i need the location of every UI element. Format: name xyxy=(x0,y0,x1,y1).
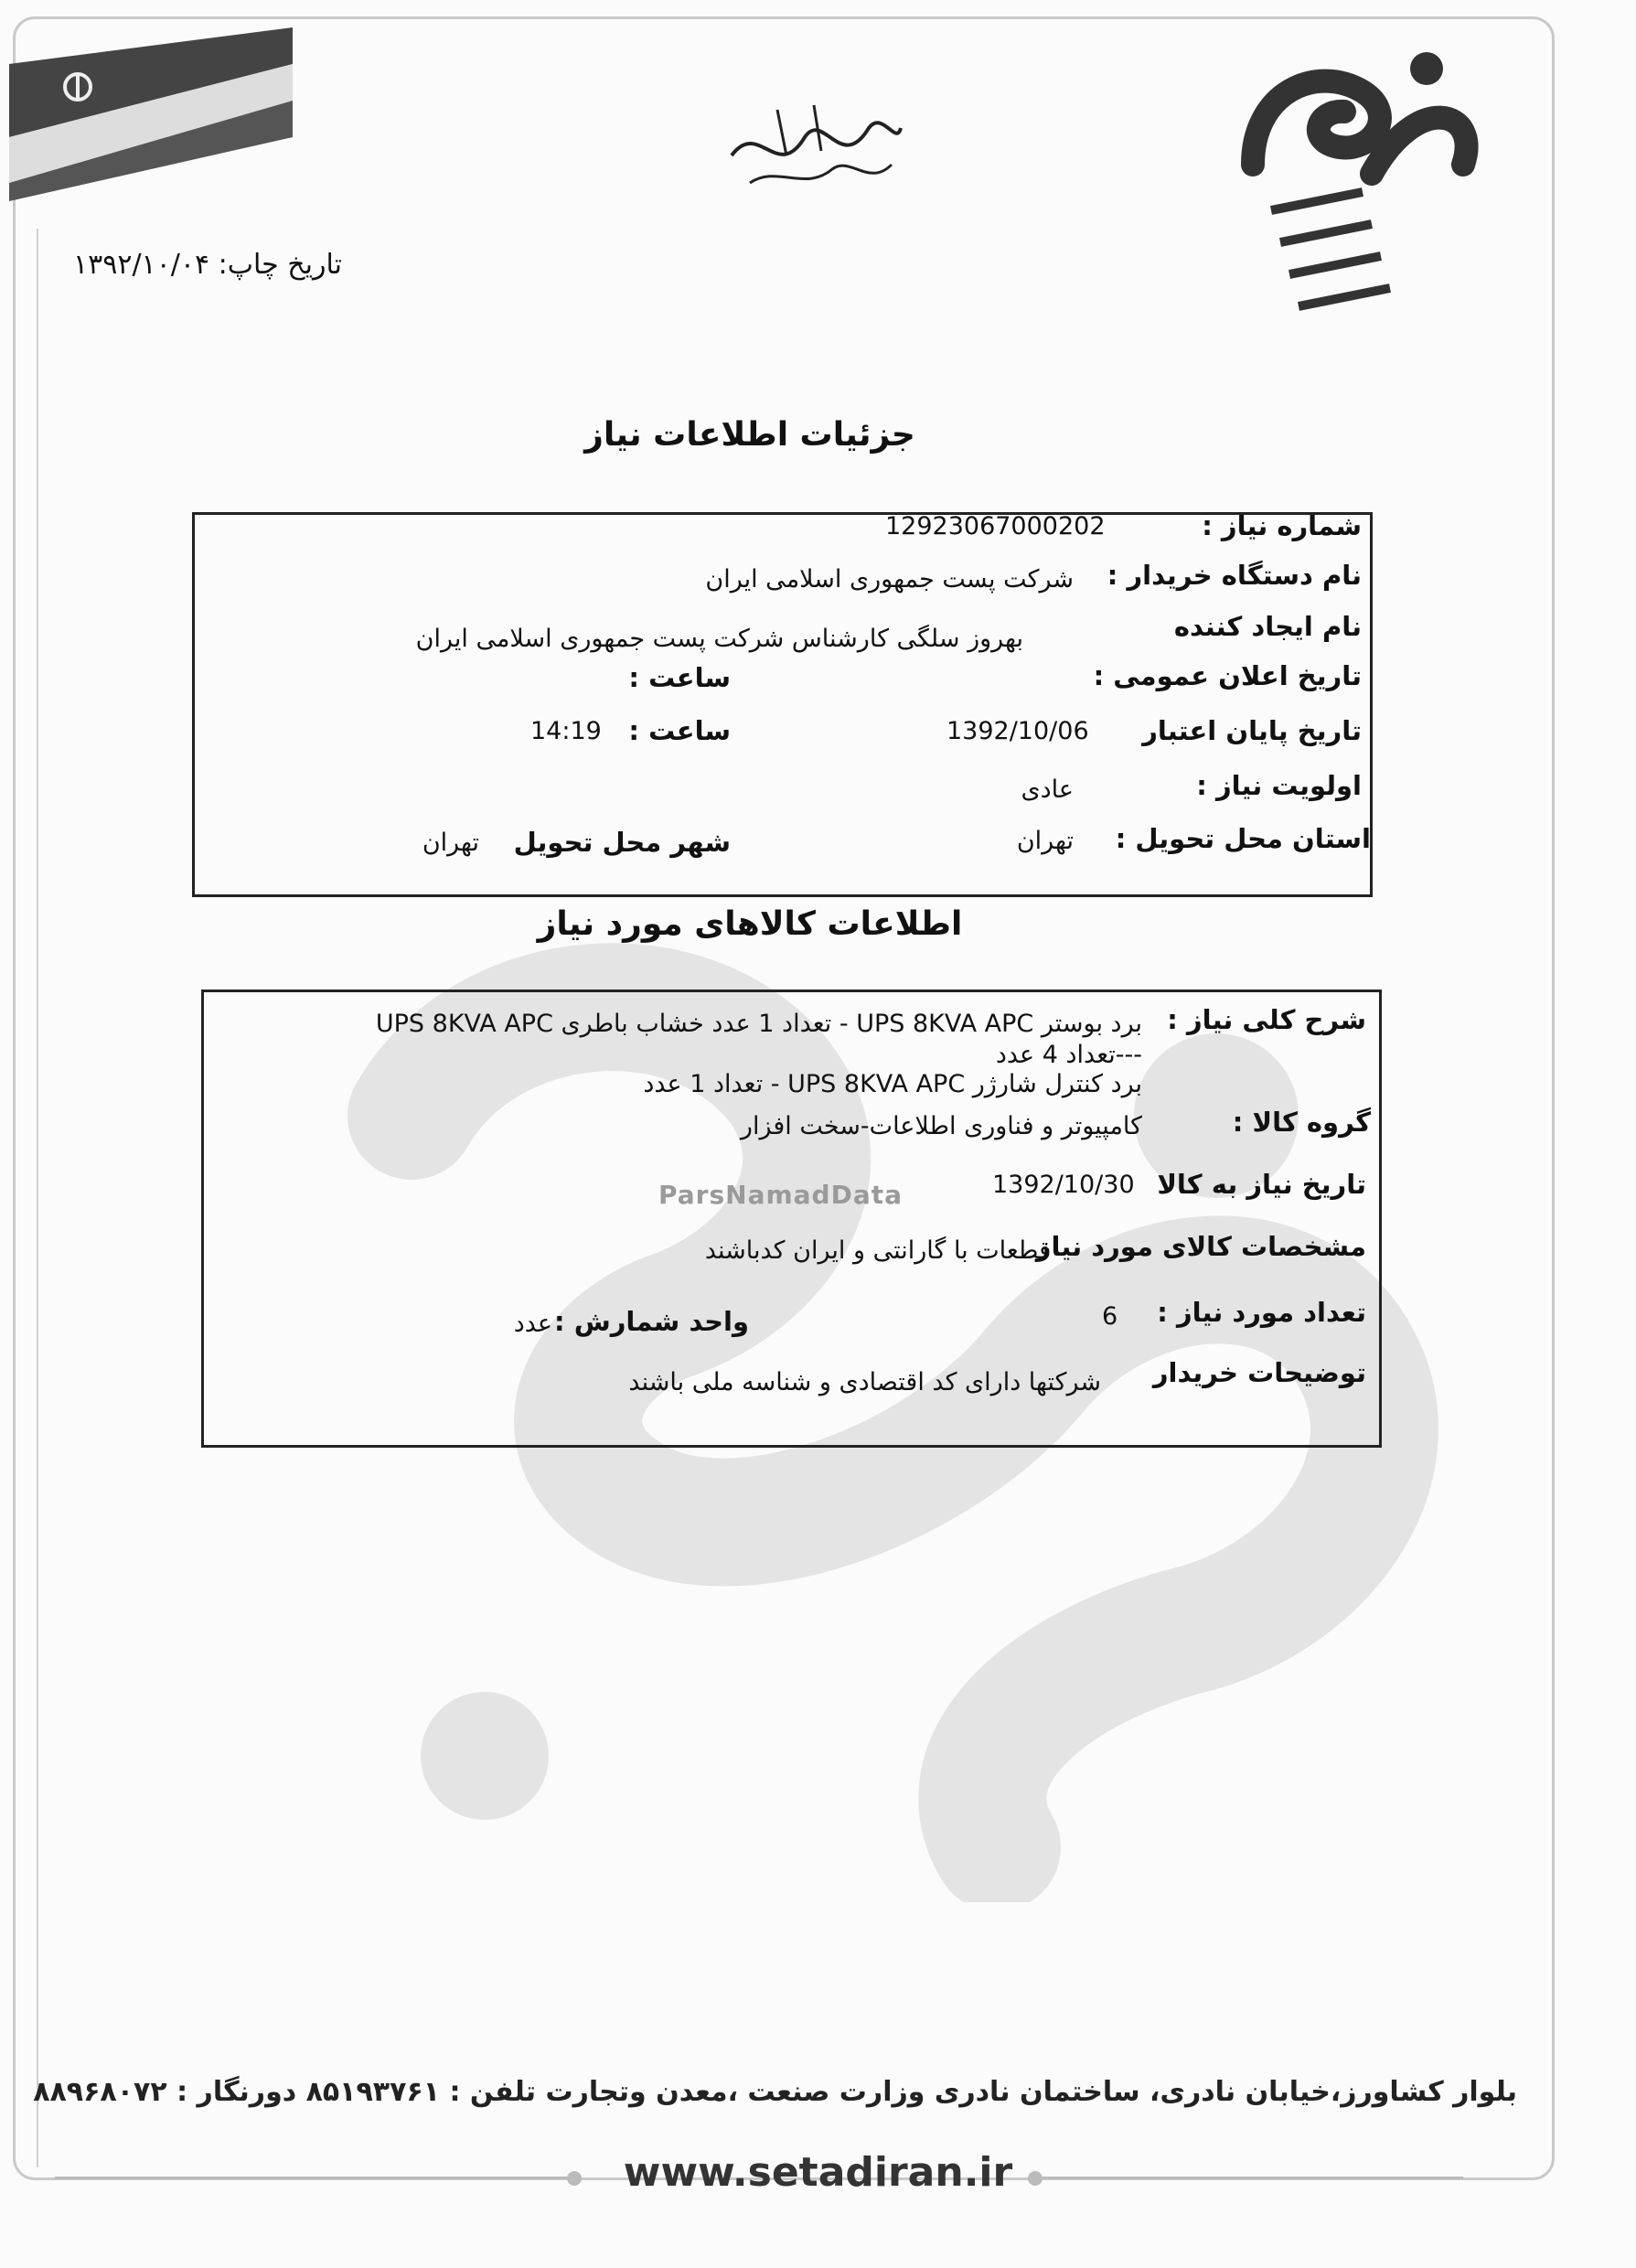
expiry-time-label: ساعت : xyxy=(628,715,731,746)
need-number-label: شماره نیاز : xyxy=(1202,510,1362,541)
desc-line1: برد بوستر UPS 8KVA APC - تعداد 1 عدد خشاب باطری UPS 8KVA APC xyxy=(375,1010,1142,1038)
buyer-value: شرکت پست جمهوری اسلامی ایران xyxy=(705,565,1074,594)
quantity-label: تعداد مورد نیاز : xyxy=(1157,1297,1366,1328)
priority-value: عادی xyxy=(1021,776,1074,804)
city-label: شهر محل تحویل xyxy=(513,827,731,858)
announce-date-label: تاریخ اعلان عمومی : xyxy=(1093,660,1362,691)
specs-label: مشخصات کالای مورد نیاز xyxy=(1035,1231,1366,1262)
buyer-label: نام دستگاه خریدار : xyxy=(1107,560,1362,591)
watermark-brand: ParsNamadData xyxy=(658,1180,903,1210)
province-value: تهران xyxy=(1016,827,1074,855)
need-date-label: تاریخ نیاز به کالا xyxy=(1157,1169,1366,1200)
buyer-notes-value: شرکتها دارای کد اقتصادی و شناسه ملی باشند xyxy=(628,1368,1101,1396)
desc-line2: ---تعداد 4 عدد xyxy=(995,1041,1142,1069)
footer-url[interactable]: www.setadiran.ir xyxy=(623,2149,1013,2196)
unit-value: عدد xyxy=(513,1310,552,1338)
expiry-time-value: 14:19 xyxy=(530,717,602,745)
expiry-date-value: 1392/10/06 xyxy=(946,717,1089,745)
iran-flag-emblem xyxy=(9,27,293,201)
buyer-notes-label: توضیحات خریدار xyxy=(1152,1357,1366,1388)
creator-value: بهروز سلگی کارشناس شرکت پست جمهوری اسلامی ایران xyxy=(415,625,1023,653)
print-date-label: تاریخ چاپ: xyxy=(218,249,342,281)
province-label: استان محل تحویل : xyxy=(1115,823,1371,854)
section1-title: جزئیات اطلاعات نیاز xyxy=(584,416,915,454)
need-date-value: 1392/10/30 xyxy=(992,1171,1135,1199)
desc-label: شرح کلی نیاز : xyxy=(1167,1004,1366,1035)
print-date xyxy=(73,249,342,281)
specs-value: قطعات با گارانتی و ایران کدباشند xyxy=(704,1236,1051,1265)
creator-label: نام ایجاد کننده xyxy=(1173,611,1362,642)
city-value: تهران xyxy=(422,829,479,857)
unit-label: واحد شمارش : xyxy=(554,1306,749,1337)
need-number-value: 12923067000202 xyxy=(885,512,1106,540)
goods-group-label: گروه کالا : xyxy=(1232,1107,1371,1138)
priority-label: اولویت نیاز : xyxy=(1196,770,1362,801)
expiry-date-label: تاریخ پایان اعتبار xyxy=(1142,715,1362,746)
announce-time-label: ساعت : xyxy=(628,662,731,693)
quantity-value: 6 xyxy=(1102,1302,1118,1331)
basmala-calligraphy xyxy=(722,101,905,201)
section2-title: اطلاعات کالاهای مورد نیاز xyxy=(537,905,963,943)
footer-address: بلوار کشاورز،خیابان نادری، ساختمان نادری وزارت صنعت ،معدن وتجارت تلفن : ۸۵۱۹۳۷۶۱ دورنگار : ۸۸۹۶۸۰۷۲ xyxy=(33,2076,1517,2108)
goods-group-value: کامپیوتر و فناوری اطلاعات-سخت افزار xyxy=(740,1112,1142,1140)
print-date-value: ۱۳۹۲/۱۰/۰۴ xyxy=(73,249,210,281)
setad-logo xyxy=(1235,37,1491,329)
desc-line3: برد کنترل شارژر UPS 8KVA APC - تعداد 1 عدد xyxy=(643,1070,1142,1098)
